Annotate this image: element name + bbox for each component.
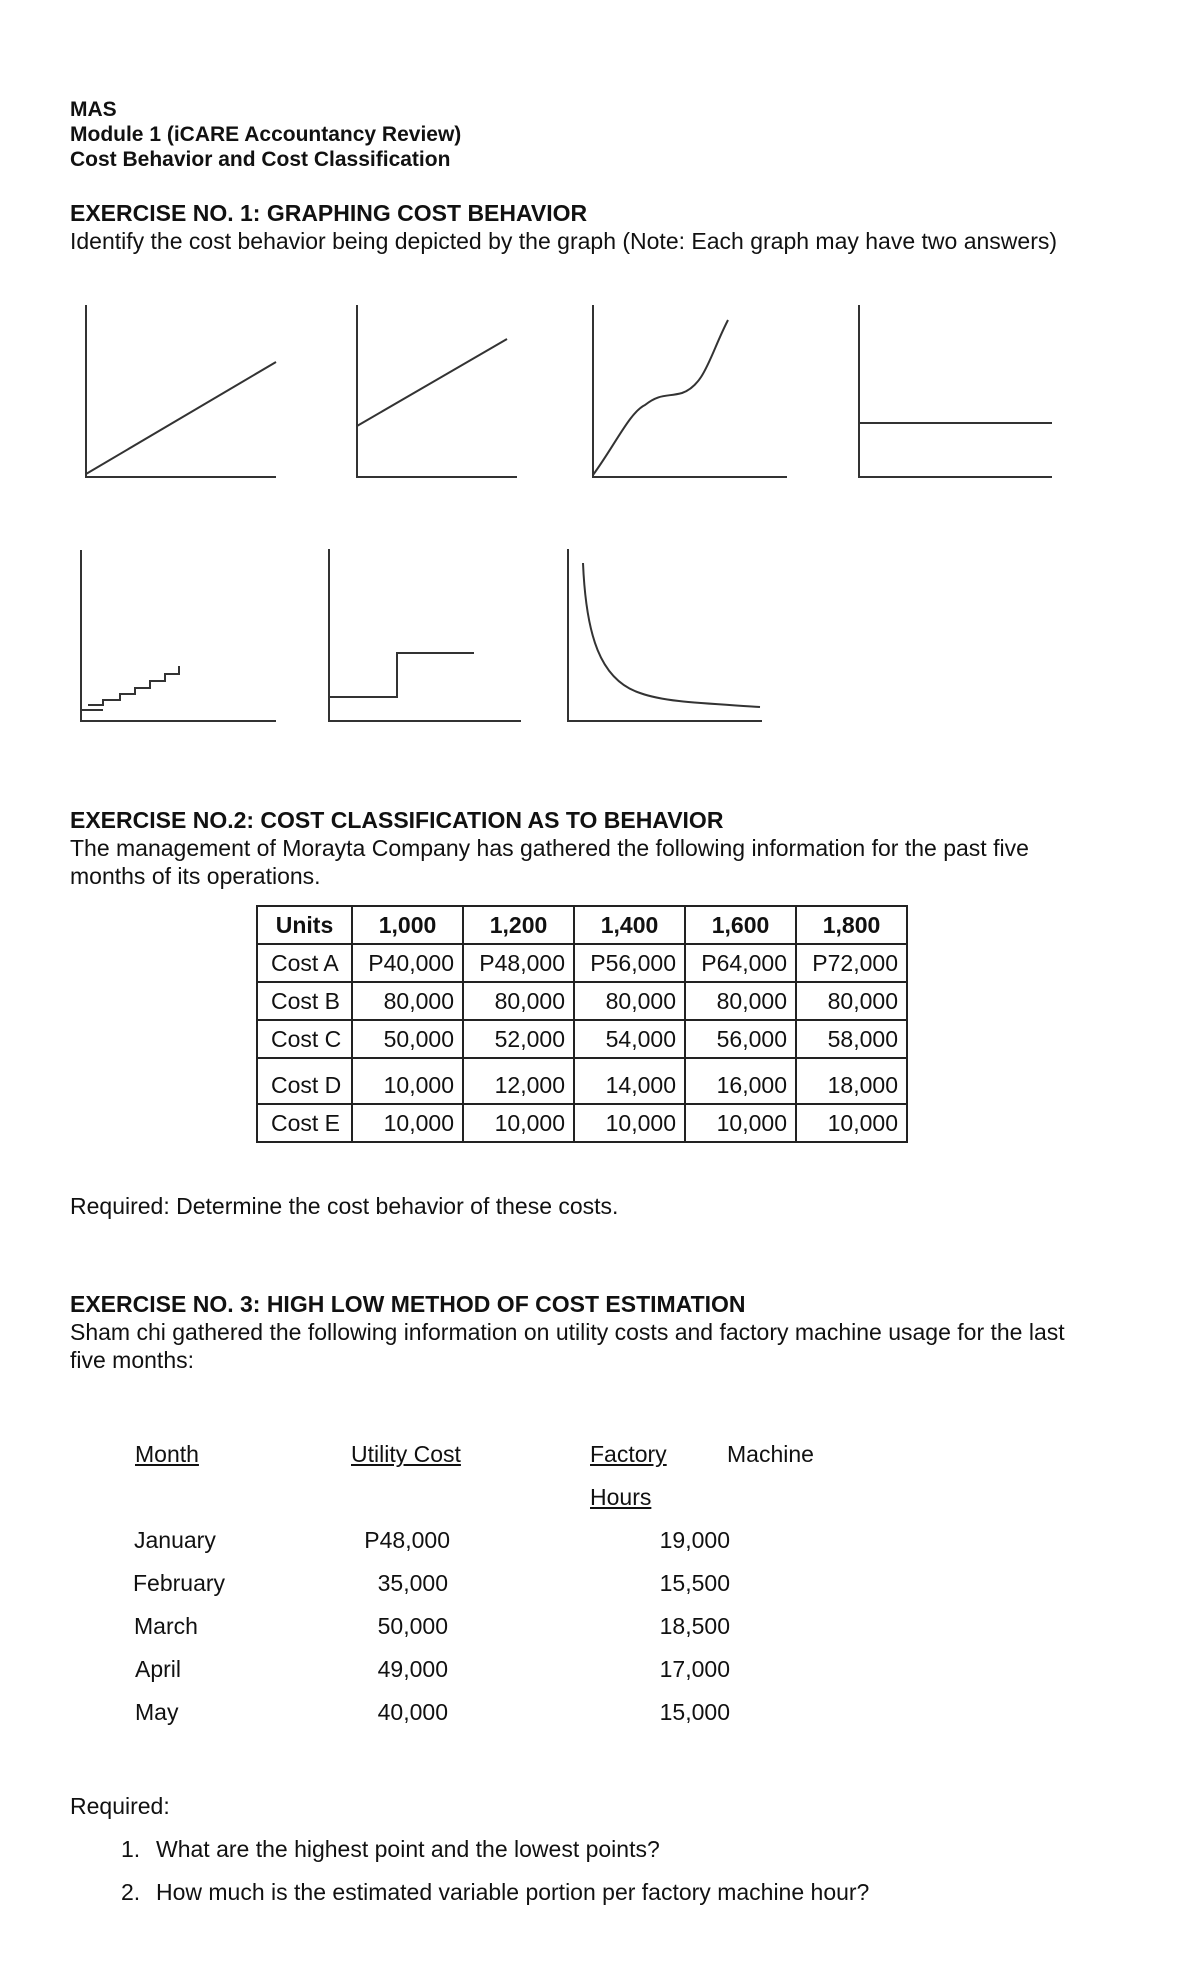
table-cell: 18,000 (796, 1067, 907, 1104)
table-header-cell: Units (257, 906, 352, 944)
table-row (257, 944, 907, 982)
col-header-factory: Factory (590, 1441, 667, 1467)
col-header-hours: Hours (590, 1484, 652, 1510)
table-header-cell: 1,400 (574, 906, 685, 944)
cost-cell: P48,000 (364, 1527, 450, 1553)
graph-step-fixed-cost (329, 549, 521, 721)
cost-cell: 40,000 (377, 1699, 448, 1725)
month-cell: March (134, 1613, 198, 1639)
exercise3-required: Required: (70, 1793, 170, 1819)
month-cell: February (133, 1570, 226, 1596)
month-cell: April (135, 1656, 182, 1682)
table-cell: 10,000 (463, 1104, 574, 1142)
exercise2-para-1: The management of Morayta Company has gathered the following information for the past five (70, 835, 1029, 861)
exercise3-para-1: Sham chi gathered the following information on utility costs and factory machine usage for the last (70, 1319, 1065, 1345)
table-cell: 58,000 (796, 1020, 907, 1058)
graph-7-axes (568, 549, 762, 721)
graph-decreasing-cost (568, 549, 762, 721)
table-cell: 10,000 (685, 1104, 796, 1142)
table-cell: P64,000 (685, 944, 796, 982)
table-cell: P72,000 (796, 944, 907, 982)
graph-2-axes (357, 305, 517, 477)
graph-curvilinear-cost (593, 305, 787, 477)
hours-cell: 17,000 (659, 1656, 730, 1682)
exercise3-para-2: five months: (70, 1347, 194, 1373)
table-cell: 50,000 (352, 1020, 463, 1058)
table-header-row (257, 906, 907, 944)
table-cell: 56,000 (685, 1020, 796, 1058)
table-cell: 80,000 (352, 982, 463, 1020)
table-cell: 80,000 (796, 982, 907, 1020)
exercise1-title: EXERCISE NO. 1: GRAPHING COST BEHAVIOR (70, 200, 588, 226)
table-cell: 12,000 (463, 1067, 574, 1104)
graph-variable-cost (86, 305, 276, 477)
table-cell: 52,000 (463, 1020, 574, 1058)
table-cell: 16,000 (685, 1067, 796, 1104)
table-header-cell: 1,000 (352, 906, 463, 944)
graph-fixed-cost (859, 305, 1052, 477)
table-cell: 80,000 (685, 982, 796, 1020)
graph-2-line (357, 339, 507, 426)
graph-6-step (329, 653, 474, 697)
question-number: 2. (121, 1879, 141, 1905)
exercise2-title: EXERCISE NO.2: COST CLASSIFICATION AS TO BEHAVIOR (70, 807, 724, 833)
graph-1-line (86, 362, 276, 474)
hours-cell: 19,000 (659, 1527, 730, 1553)
table-row (257, 1067, 907, 1104)
header-line-2: Module 1 (iCARE Accountancy Review) (70, 123, 462, 146)
table-header-cell: 1,600 (685, 906, 796, 944)
table-cell: P48,000 (463, 944, 574, 982)
graph-6-axes (329, 549, 521, 721)
table-cell: Cost B (257, 982, 352, 1020)
table-header-cell: 1,200 (463, 906, 574, 944)
graph-5-steps (88, 666, 179, 705)
graph-7-curve (583, 563, 760, 707)
question-number: 1. (121, 1836, 141, 1862)
graph-1-axes (86, 305, 276, 477)
cost-cell: 49,000 (377, 1656, 448, 1682)
graph-mixed-cost (357, 305, 517, 477)
cost-cell: 50,000 (377, 1613, 448, 1639)
hours-cell: 15,500 (659, 1570, 730, 1596)
table-cell: 10,000 (796, 1104, 907, 1142)
table-cell: 14,000 (574, 1067, 685, 1104)
table-cell: P40,000 (352, 944, 463, 982)
table-cell: Cost D (257, 1067, 352, 1104)
table-header-cell: 1,800 (796, 906, 907, 944)
col-header-utility-cost: Utility Cost (351, 1441, 461, 1467)
col-header-factory-machine (590, 1440, 817, 1468)
month-cell: January (134, 1527, 216, 1553)
table-spacer-row (257, 1058, 907, 1067)
table-cell: P56,000 (574, 944, 685, 982)
table-cell: 10,000 (574, 1104, 685, 1142)
exercise2-required: Required: Determine the cost behavior of these costs. (70, 1193, 619, 1219)
table-cell: Cost A (257, 944, 352, 982)
table-cell: 54,000 (574, 1020, 685, 1058)
hours-cell: 18,500 (659, 1613, 730, 1639)
table-cell: Cost C (257, 1020, 352, 1058)
table-cell: 80,000 (463, 982, 574, 1020)
table-row (257, 1020, 907, 1058)
cost-table (256, 905, 908, 1143)
table-row (257, 982, 907, 1020)
header-line-1: MAS (70, 98, 117, 121)
table-cell: 10,000 (352, 1067, 463, 1104)
question-text: What are the highest point and the lowest points? (156, 1836, 660, 1862)
graph-3-axes (593, 305, 787, 477)
question-text: How much is the estimated variable portion per factory machine hour? (156, 1879, 870, 1905)
header-line-3: Cost Behavior and Cost Classification (70, 148, 451, 171)
month-cell: May (135, 1699, 179, 1725)
graph-step-variable-cost (81, 550, 276, 721)
graph-3-curve (593, 320, 728, 475)
graph-5-axes (81, 550, 276, 721)
col-header-machine: Machine (727, 1441, 814, 1467)
table-cell: 80,000 (574, 982, 685, 1020)
col-header-month: Month (135, 1441, 199, 1467)
exercise3-title: EXERCISE NO. 3: HIGH LOW METHOD OF COST ESTIMATION (70, 1291, 746, 1317)
graph-4-axes (859, 305, 1052, 477)
exercise1-instruction: Identify the cost behavior being depicted by the graph (Note: Each graph may have two answers) (70, 228, 1058, 254)
table-cell: 10,000 (352, 1104, 463, 1142)
cost-cell: 35,000 (377, 1570, 448, 1596)
hours-cell: 15,000 (659, 1699, 730, 1725)
table-cell: Cost E (257, 1104, 352, 1142)
exercise2-para-2: months of its operations. (70, 863, 321, 889)
table-row (257, 1104, 907, 1142)
